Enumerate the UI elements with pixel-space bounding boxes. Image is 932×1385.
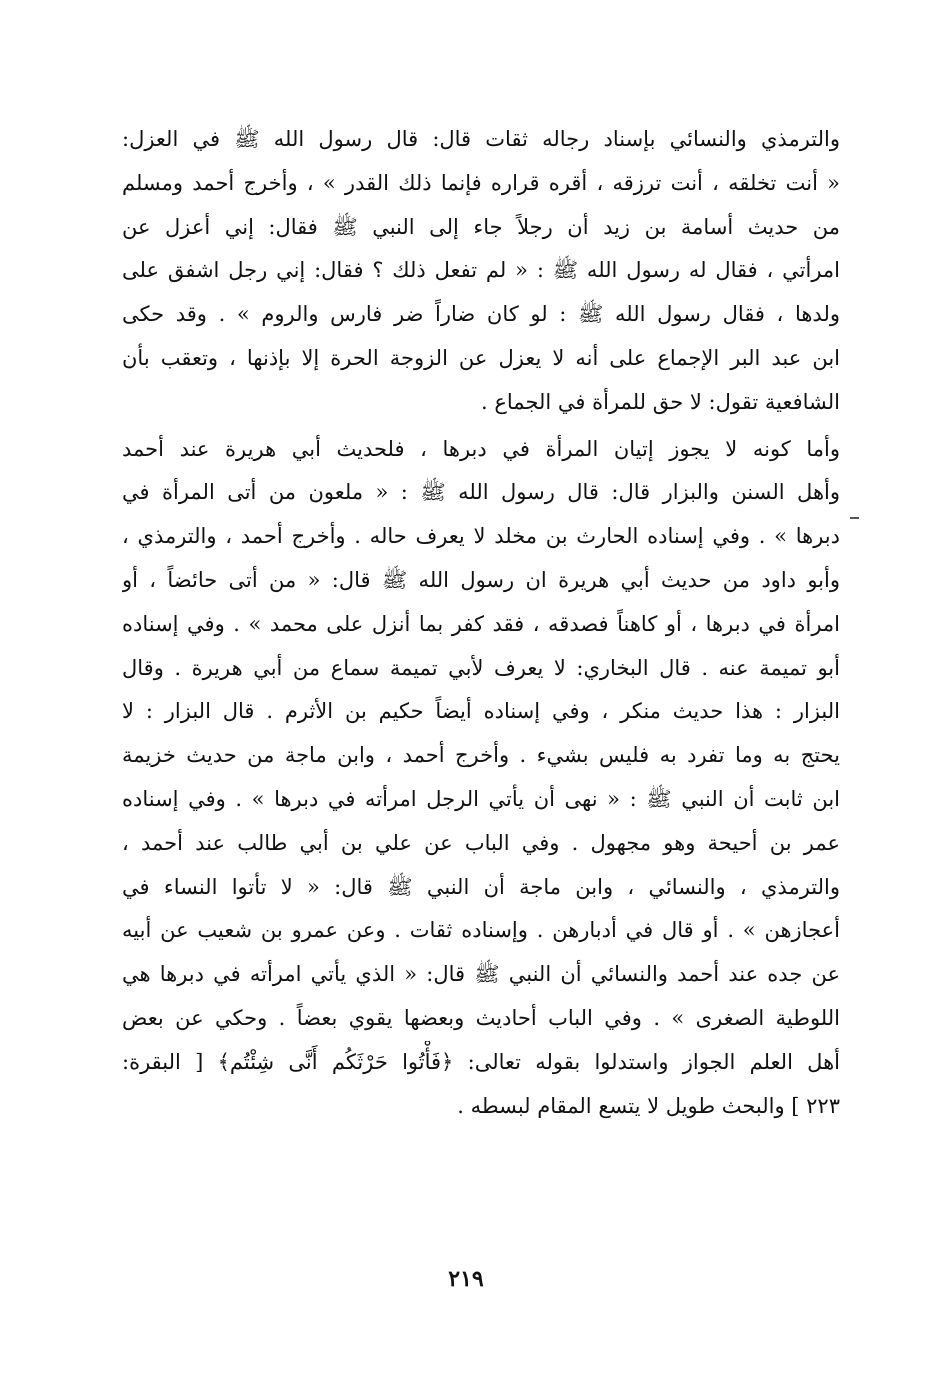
text-line: وأما كونه لا يجوز إتيان المرأة في دبرها ، فلحديث أبي هريرة عند أحمد	[122, 436, 840, 461]
text-line: عن جده عند أحمد والنسائي أن النبي ﷺ قال: « الذي يأتي امرأته في دبرها هي	[122, 962, 840, 987]
paragraph-2	[122, 428, 840, 1129]
text-line: والترمذي والنسائي بإسناد رجاله ثقات قال: قال رسول الله ﷺ في العزل:	[122, 127, 840, 151]
text-line: ٢٢٣ ] والبحث طويل لا يتسع المقام لبسطه .	[457, 1093, 840, 1118]
text-line: أعجازهن » . أو قال في أدبارهن . وإسناده ثقات . وعن عمرو بن شعيب عن أبيه	[122, 918, 840, 943]
page-number: ٢١٩	[448, 1266, 484, 1292]
text-line: ابن ثابت أن النبي ﷺ : « نهى أن يأتي الرجل امرأته في دبرها » . وفي إسناده	[122, 786, 840, 811]
text-line: « أنت تخلقه ، أنت ترزقه ، أقره قراره فإنما ذلك القدر » ، وأخرج أحمد ومسلم	[122, 170, 840, 195]
text-line: اللوطية الصغرى » . وفي الباب أحاديث وبعضها يقوي بعضاً . وحكي عن بعض	[122, 1005, 840, 1030]
text-line: البزار : هذا حديث منكر ، وفي إسناده أيضاً حكيم بن الأثرم . قال البزار : لا	[122, 699, 840, 724]
margin-mark	[850, 517, 859, 519]
text-line: والترمذي ، والنسائي ، وابن ماجة أن النبي ﷺ قال: « لا تأتوا النساء في	[122, 874, 840, 899]
text-line: أهل العلم الجواز واستدلوا بقوله تعالى: ﴿فَأْتُوا حَرْثَكُم أَنَّى شِئْتُم﴾ [ البقرة:	[122, 1049, 840, 1074]
text-line: من حديث أسامة بن زيد أن رجلاً جاء إلى النبي ﷺ فقال: إني أعزل عن	[122, 214, 840, 239]
text-line: امرأة في دبرها ، أو كاهناً فصدقه ، فقد كفر بما أنزل على محمد » . وفي إسناده	[122, 611, 840, 636]
text-line: دبرها » . وفي إسناده الحارث بن مخلد لا يعرف حاله . وأخرج أحمد ، والترمذي ،	[122, 524, 840, 549]
text-line: ابن عبد البر الإجماع على أنه لا يعزل عن الزوجة الحرة إلا بإذنها ، وتعقب بأن	[122, 345, 840, 370]
text-line: يحتج به وما تفرد به فليس بشيء . وأخرج أحمد ، وابن ماجة من حديث خزيمة	[122, 743, 840, 768]
text-line: امرأتي ، فقال له رسول الله ﷺ : « لم تفعل ذلك ؟ فقال: إني رجل اشفق على	[122, 258, 840, 283]
paragraph-1	[122, 118, 840, 425]
text-line: أبو تميمة عنه . قال البخاري: لا يعرف لأبي تميمة سماع من أبي هريرة . وقال	[122, 655, 840, 680]
text-line: ولدها ، فقال رسول الله ﷺ : لو كان ضاراً ضر فارس والروم » . وقد حكى	[122, 302, 840, 327]
body-text	[122, 118, 840, 1128]
text-line: الشافعية تقول: لا حق للمرأة في الجماع .	[481, 389, 840, 414]
text-line: وأهل السنن والبزار قال: قال رسول الله ﷺ : « ملعون من أتى المرأة في	[122, 480, 840, 505]
text-line: عمر بن أحيحة وهو مجهول . وفي الباب عن علي بن أبي طالب عند أحمد ،	[122, 830, 840, 855]
text-line: وأبو داود من حديث أبي هريرة ان رسول الله ﷺ قال: « من أتى حائضاً ، أو	[122, 567, 840, 592]
